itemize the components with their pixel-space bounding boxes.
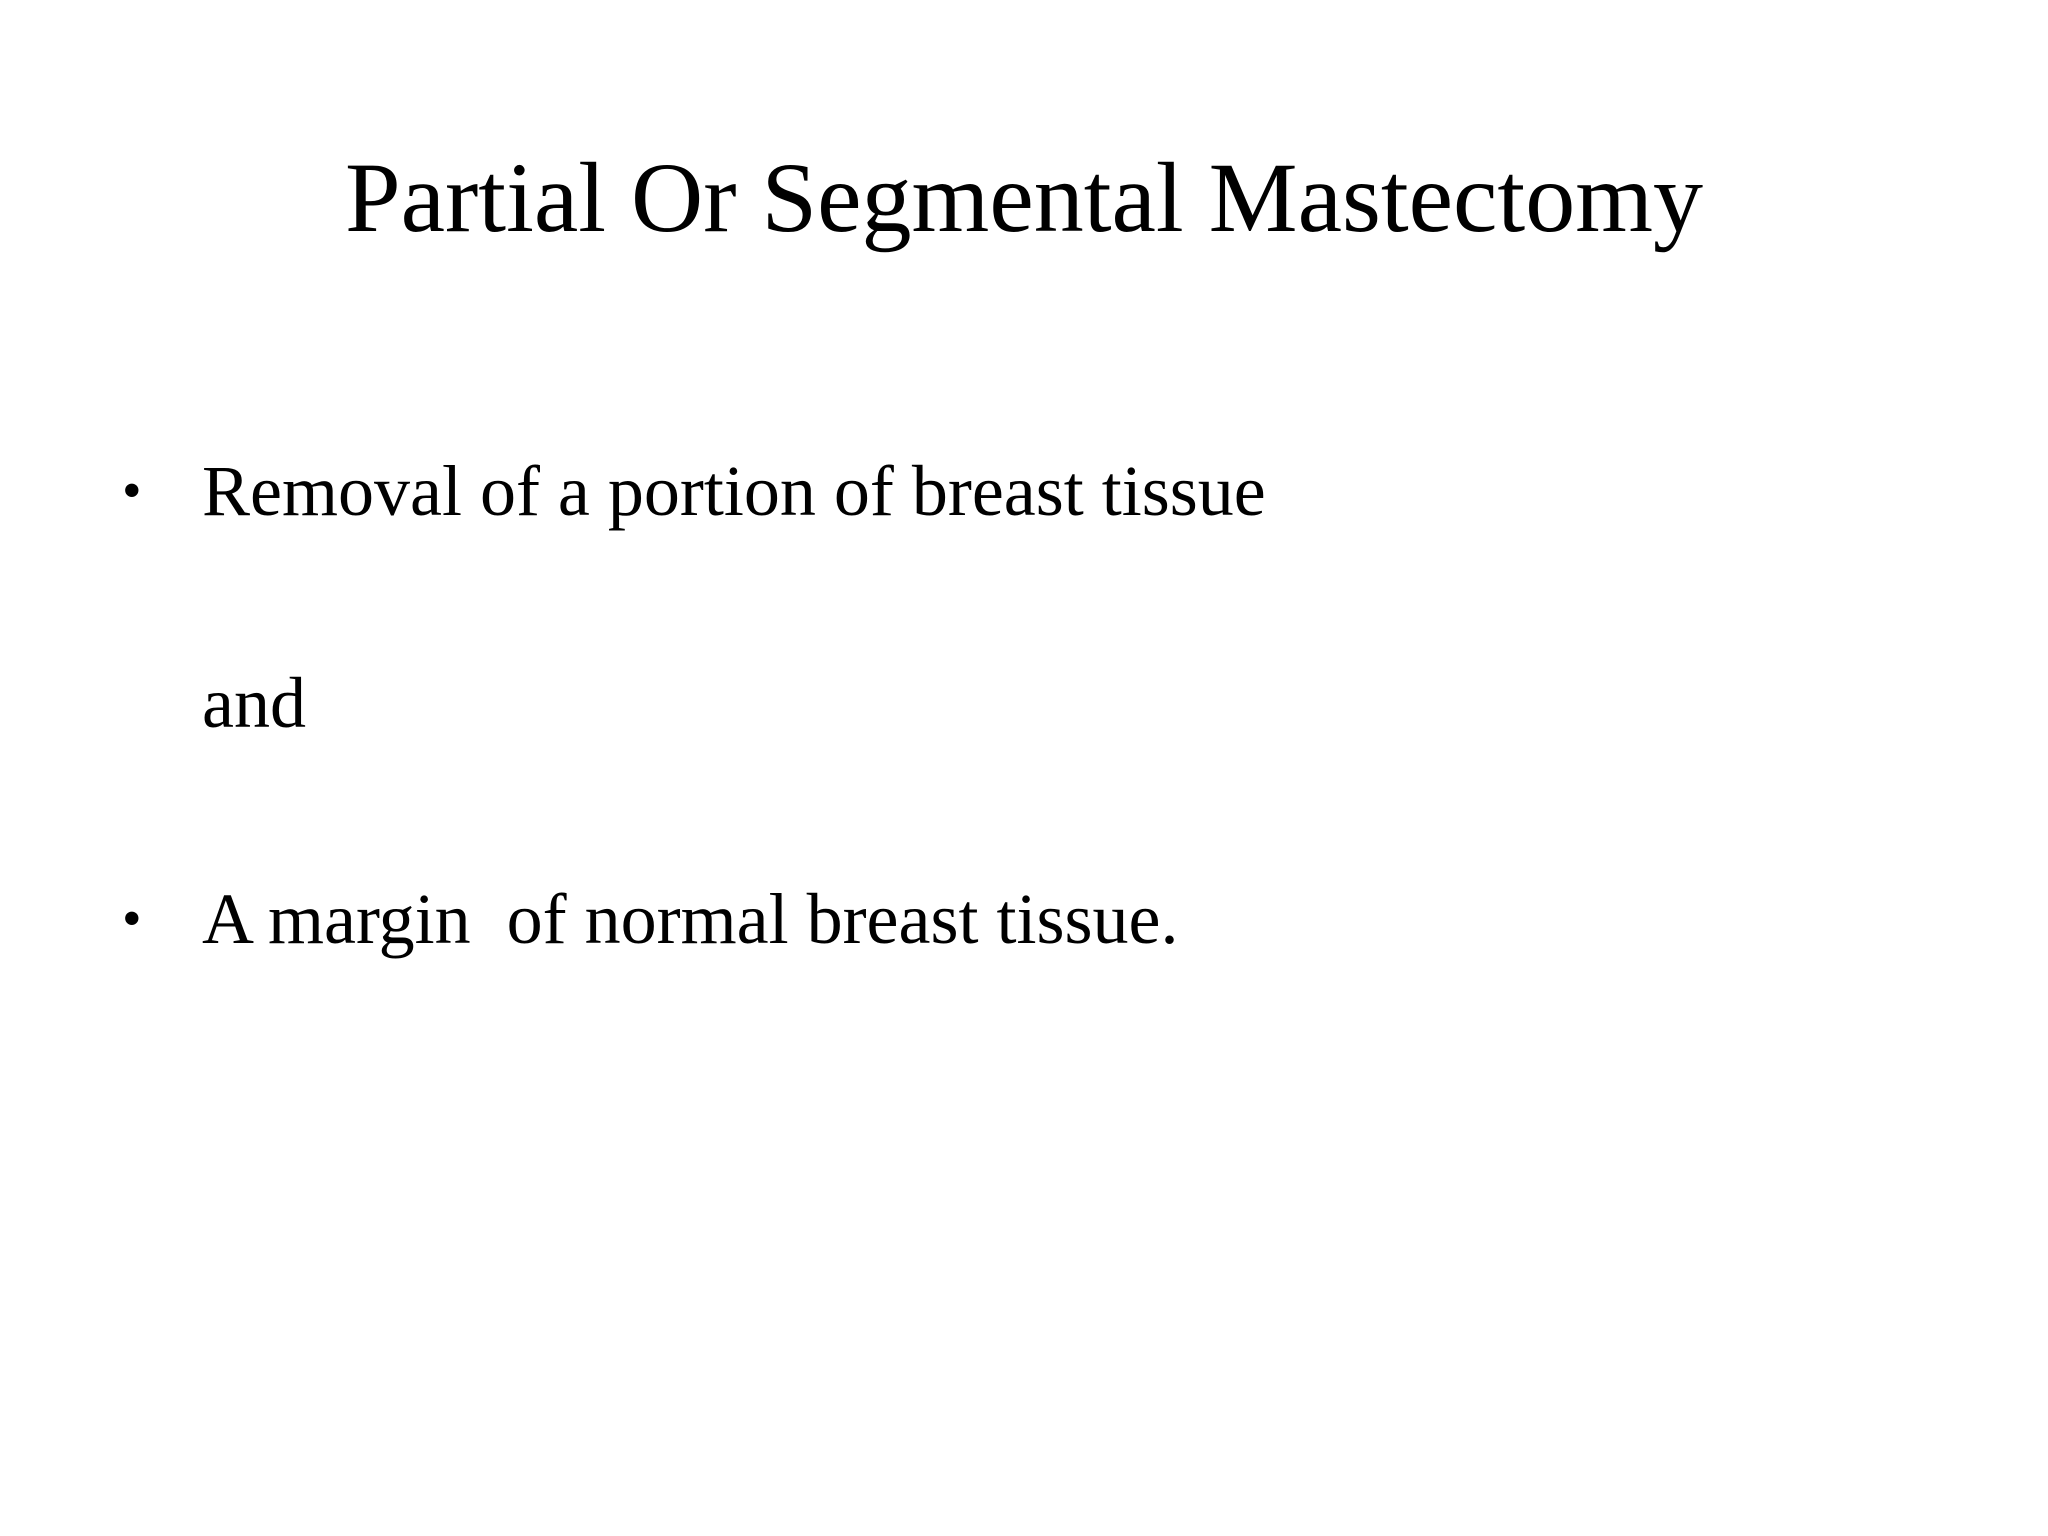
continuation-text: and (202, 663, 306, 743)
slide-title: Partial Or Segmental Mastectomy (344, 142, 1703, 253)
bullet-marker: • (122, 460, 142, 522)
bullet-item-margin (0, 876, 2048, 1220)
bullet-text: Removal of a portion of breast tissue (202, 451, 1266, 531)
bullet-marker: • (122, 888, 142, 950)
bullet-text: A margin of normal breast tissue. (202, 879, 1179, 959)
